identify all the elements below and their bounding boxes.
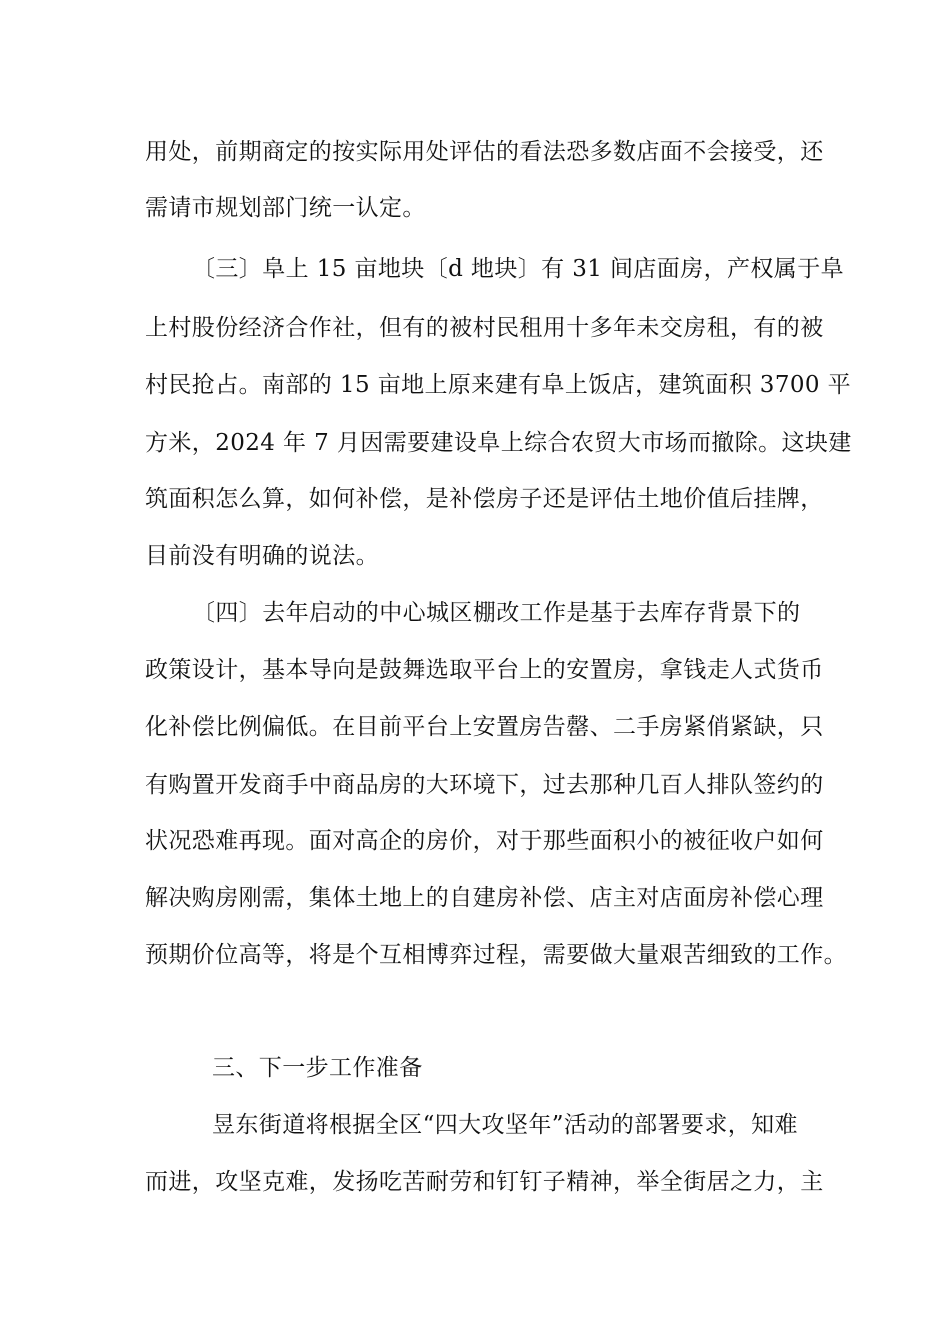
- paragraph-first-line: 昱东街道将根据全区“四大攻坚年”活动的部署要求，知难: [212, 1112, 798, 1138]
- body-text-line: 目前没有明确的说法。: [145, 543, 379, 569]
- body-text-line: 筑面积怎么算，如何补偿，是补偿房子还是评估土地价值后挂牌，: [145, 486, 824, 512]
- paragraph-first-line: 〔三〕阜上 15 亩地块〔d 地块〕有 31 间店面房，产权属于阜: [192, 256, 845, 282]
- body-text-line: 状况恐难再现。面对高企的房价，对于那些面积小的被征收户如何: [145, 828, 824, 854]
- body-text-line: 方米，2024 年 7 月因需要建设阜上综合农贸大市场而撤除。这块建: [145, 430, 852, 456]
- body-text-line: 而进，攻坚克难，发扬吃苦耐劳和钉钉子精神，举全街居之力，主: [145, 1169, 824, 1195]
- body-text-line: 有购置开发商手中商品房的大环境下，过去那种几百人排队签约的: [145, 772, 824, 798]
- body-text-line: 化补偿比例偏低。在目前平台上安置房告罄、二手房紧俏紧缺，只: [145, 714, 824, 740]
- section-heading: 三、下一步工作准备: [212, 1055, 423, 1081]
- body-text-line: 用处，前期商定的按实际用处评估的看法恐多数店面不会接受，还: [145, 139, 824, 165]
- body-text-line: 上村股份经济合作社，但有的被村民租用十多年未交房租，有的被: [145, 315, 824, 341]
- body-text-line: 预期价位高等，将是个互相博弈过程，需要做大量艰苦细致的工作。: [145, 942, 847, 968]
- body-text-line: 需请市规划部门统一认定。: [145, 195, 426, 221]
- paragraph-first-line: 〔四〕去年启动的中心城区棚改工作是基于去库存背景下的: [192, 600, 801, 626]
- body-text-line: 村民抢占。南部的 15 亩地上原来建有阜上饭店，建筑面积 3700 平: [145, 372, 852, 398]
- body-text-line: 政策设计，基本导向是鼓舞选取平台上的安置房，拿钱走人式货币: [145, 657, 824, 683]
- body-text-line: 解决购房刚需，集体土地上的自建房补偿、店主对店面房补偿心理: [145, 885, 824, 911]
